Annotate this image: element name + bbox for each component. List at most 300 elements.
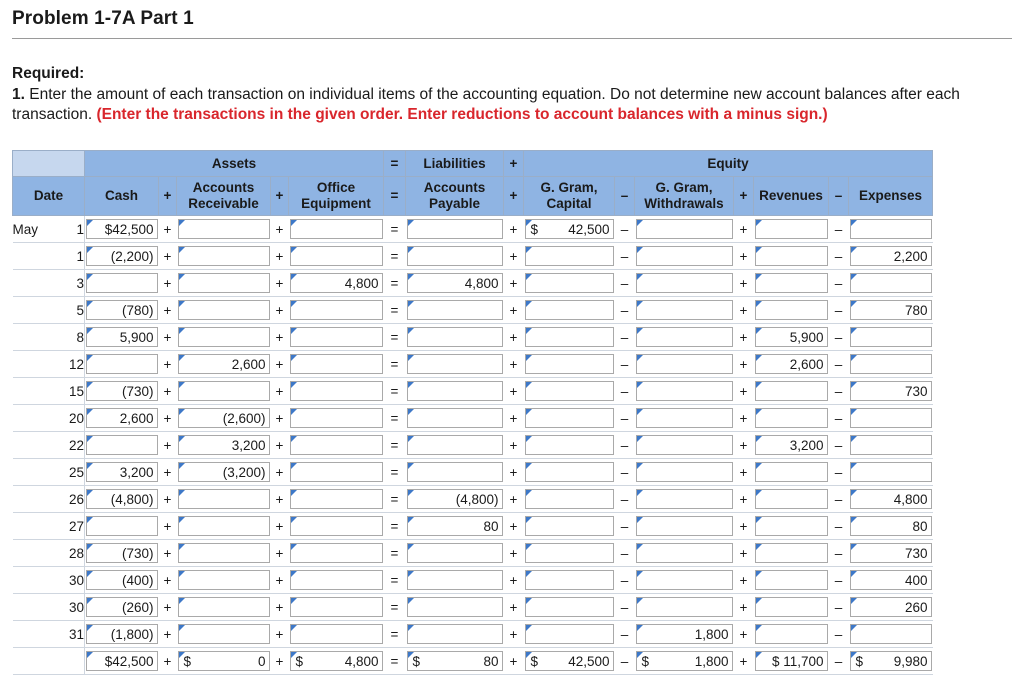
cash-input[interactable] [86, 489, 158, 509]
accounts-receivable-input[interactable] [178, 516, 270, 536]
plus-sign: + [734, 432, 754, 459]
month-label [13, 594, 51, 621]
plus-sign: + [504, 432, 524, 459]
accounts-payable-input[interactable] [407, 462, 503, 482]
input-value: 80 [483, 518, 499, 534]
input-marker-icon [291, 571, 297, 577]
withdrawals-input[interactable] [636, 462, 733, 482]
input-marker-icon [526, 328, 532, 334]
cash-input[interactable] [86, 246, 158, 266]
input-marker-icon [851, 382, 857, 388]
capital-cell [524, 297, 615, 324]
dollar-sign: $ [295, 653, 304, 669]
input-value: 3,200 [119, 464, 154, 480]
accounts-receivable-total-input[interactable] [178, 651, 270, 671]
input-marker-icon [179, 328, 185, 334]
capital-input[interactable] [525, 381, 614, 401]
input-marker-icon [637, 382, 643, 388]
expenses-input[interactable] [850, 354, 932, 374]
expenses-input[interactable] [850, 273, 932, 293]
office-equipment-cell [289, 243, 384, 270]
accounts-receivable-input[interactable] [178, 624, 270, 644]
accounts-receivable-input[interactable] [178, 462, 270, 482]
input-marker-icon [87, 544, 93, 550]
revenues-input[interactable] [755, 462, 828, 482]
office-equipment-cell [289, 432, 384, 459]
withdrawals-cell [635, 243, 734, 270]
withdrawals-input[interactable] [636, 300, 733, 320]
accounts-payable-input[interactable] [407, 516, 503, 536]
accounts-receivable-cell [177, 351, 271, 378]
cash-cell [85, 594, 159, 621]
accounts-receivable-input[interactable] [178, 543, 270, 563]
cash-input[interactable] [86, 516, 158, 536]
accounts-payable-header: Accounts Payable [406, 177, 504, 216]
expenses-input[interactable] [850, 219, 932, 239]
withdrawals-input[interactable] [636, 408, 733, 428]
accounts-payable-input[interactable] [407, 408, 503, 428]
plus-sign: + [504, 177, 524, 216]
minus-sign: – [615, 216, 635, 243]
revenues-input[interactable] [755, 597, 828, 617]
capital-input[interactable] [525, 327, 614, 347]
input-marker-icon [851, 625, 857, 631]
revenues-input[interactable] [755, 354, 828, 374]
day-label: 3 [51, 270, 85, 297]
office-equipment-cell [289, 351, 384, 378]
input-marker-icon [408, 544, 414, 550]
month-label [13, 324, 51, 351]
revenues-cell [754, 432, 829, 459]
accounts-payable-cell [406, 405, 504, 432]
office-equipment-cell [289, 270, 384, 297]
input-value: 2,600 [231, 356, 266, 372]
office-equipment-input[interactable] [290, 381, 383, 401]
input-marker-icon [87, 247, 93, 253]
accounts-payable-cell [406, 459, 504, 486]
expenses-cell [849, 297, 933, 324]
accounts-receivable-input[interactable] [178, 246, 270, 266]
plus-sign: + [734, 540, 754, 567]
plus-sign: + [504, 270, 524, 297]
accounts-receivable-input[interactable] [178, 219, 270, 239]
plus-sign: + [734, 594, 754, 621]
office-equipment-cell [289, 216, 384, 243]
table-row [13, 216, 933, 243]
accounts-payable-input[interactable] [407, 381, 503, 401]
capital-total-input[interactable] [525, 651, 614, 671]
expenses-header: Expenses [849, 177, 933, 216]
day-label: 25 [51, 459, 85, 486]
capital-input[interactable] [525, 354, 614, 374]
input-marker-icon [179, 409, 185, 415]
revenues-input[interactable] [755, 327, 828, 347]
accounts-payable-input[interactable] [407, 246, 503, 266]
office-equipment-input[interactable] [290, 516, 383, 536]
day-label: 30 [51, 594, 85, 621]
input-marker-icon [87, 328, 93, 334]
withdrawals-input[interactable] [636, 273, 733, 293]
office-equipment-cell [289, 594, 384, 621]
expenses-input[interactable] [850, 408, 932, 428]
input-marker-icon [526, 409, 532, 415]
day-label: 12 [51, 351, 85, 378]
input-marker-icon [526, 274, 532, 280]
withdrawals-input[interactable] [636, 354, 733, 374]
revenues-input[interactable] [755, 300, 828, 320]
input-marker-icon [179, 301, 185, 307]
plus-sign: + [504, 378, 524, 405]
office-equipment-input[interactable] [290, 462, 383, 482]
expenses-input[interactable] [850, 327, 932, 347]
plus-sign: + [159, 486, 177, 513]
cash-input[interactable] [86, 435, 158, 455]
accounts-payable-input[interactable] [407, 300, 503, 320]
capital-input[interactable] [525, 489, 614, 509]
plus-sign: + [159, 621, 177, 648]
office-equipment-input[interactable] [290, 327, 383, 347]
capital-input[interactable] [525, 462, 614, 482]
withdrawals-input[interactable] [636, 570, 733, 590]
input-value: 42,500 [568, 221, 610, 237]
accounts-payable-input[interactable] [407, 624, 503, 644]
revenues-input[interactable] [755, 273, 828, 293]
office-equipment-input[interactable] [290, 273, 383, 293]
header-blank [13, 151, 85, 177]
equals-sign: = [384, 621, 406, 648]
input-marker-icon [408, 274, 414, 280]
withdrawals-input[interactable] [636, 543, 733, 563]
revenues-input[interactable] [755, 543, 828, 563]
revenues-input[interactable] [755, 435, 828, 455]
capital-input[interactable] [525, 300, 614, 320]
capital-input[interactable] [525, 408, 614, 428]
day-label: 30 [51, 567, 85, 594]
table-row [13, 405, 933, 432]
cash-input[interactable] [86, 570, 158, 590]
accounts-receivable-cell [177, 540, 271, 567]
liabilities-header: Liabilities [406, 151, 504, 177]
withdrawals-input[interactable] [636, 435, 733, 455]
input-marker-icon [637, 598, 643, 604]
accounts-payable-cell [406, 270, 504, 297]
expenses-input[interactable] [850, 381, 932, 401]
cash-input[interactable] [86, 219, 158, 239]
plus-sign: + [159, 594, 177, 621]
capital-input[interactable] [525, 273, 614, 293]
input-marker-icon [179, 220, 185, 226]
accounts-receivable-input[interactable] [178, 597, 270, 617]
revenues-input[interactable] [755, 624, 828, 644]
input-marker-icon [291, 355, 297, 361]
cash-cell [85, 324, 159, 351]
office-equipment-input[interactable] [290, 570, 383, 590]
withdrawals-header: G. Gram, Withdrawals [635, 177, 734, 216]
accounts-receivable-input[interactable] [178, 273, 270, 293]
expenses-input[interactable] [850, 300, 932, 320]
revenues-input[interactable] [755, 408, 828, 428]
accounts-payable-cell [406, 432, 504, 459]
cash-total-input[interactable] [86, 651, 158, 671]
input-marker-icon [408, 355, 414, 361]
input-marker-icon [87, 652, 93, 658]
equals-sign: = [384, 243, 406, 270]
cash-input[interactable] [86, 381, 158, 401]
input-marker-icon [526, 544, 532, 550]
table-row [13, 459, 933, 486]
input-marker-icon [408, 220, 414, 226]
accounts-receivable-input[interactable] [178, 570, 270, 590]
input-marker-icon [87, 490, 93, 496]
input-marker-icon [526, 463, 532, 469]
withdrawals-input[interactable] [636, 597, 733, 617]
plus-sign: + [159, 378, 177, 405]
withdrawals-input[interactable] [636, 219, 733, 239]
expenses-input[interactable] [850, 597, 932, 617]
plus-sign: + [159, 351, 177, 378]
accounts-receivable-input[interactable] [178, 327, 270, 347]
revenues-input[interactable] [755, 219, 828, 239]
office-equipment-total-input[interactable] [290, 651, 383, 671]
office-equipment-input[interactable] [290, 624, 383, 644]
plus-sign: + [271, 216, 289, 243]
withdrawals-cell [635, 486, 734, 513]
input-marker-icon [526, 490, 532, 496]
accounts-receivable-input[interactable] [178, 435, 270, 455]
capital-cell [524, 621, 615, 648]
accounts-receivable-cell [177, 324, 271, 351]
accounts-receivable-cell [177, 297, 271, 324]
table-row [13, 243, 933, 270]
office-equipment-input[interactable] [290, 354, 383, 374]
input-value: 5,900 [119, 329, 154, 345]
expenses-input[interactable] [850, 516, 932, 536]
cash-input[interactable] [86, 624, 158, 644]
withdrawals-cell [635, 405, 734, 432]
cash-input[interactable] [86, 543, 158, 563]
input-marker-icon [851, 409, 857, 415]
day-label: 22 [51, 432, 85, 459]
withdrawals-cell [635, 432, 734, 459]
accounts-payable-input[interactable] [407, 543, 503, 563]
minus-sign: – [615, 432, 635, 459]
withdrawals-cell [635, 378, 734, 405]
input-marker-icon [637, 409, 643, 415]
accounts-receivable-input[interactable] [178, 354, 270, 374]
accounts-payable-input[interactable] [407, 570, 503, 590]
revenues-cell [754, 351, 829, 378]
minus-sign: – [829, 513, 849, 540]
accounts-receivable-cell [177, 243, 271, 270]
revenues-total-input[interactable] [755, 651, 828, 671]
table-row [13, 567, 933, 594]
input-marker-icon [179, 274, 185, 280]
plus-sign: + [159, 432, 177, 459]
input-marker-icon [637, 355, 643, 361]
office-equipment-input[interactable] [290, 597, 383, 617]
input-value: 9,980 [893, 653, 928, 669]
totals-blank [13, 648, 51, 675]
withdrawals-input[interactable] [636, 489, 733, 509]
input-marker-icon [408, 517, 414, 523]
input-marker-icon [179, 490, 185, 496]
expenses-input[interactable] [850, 624, 932, 644]
expenses-input[interactable] [850, 489, 932, 509]
group-header-row [13, 151, 933, 177]
accounts-receivable-input[interactable] [178, 489, 270, 509]
accounts-payable-input[interactable] [407, 219, 503, 239]
accounts-payable-input[interactable] [407, 354, 503, 374]
input-marker-icon [637, 625, 643, 631]
office-equipment-input[interactable] [290, 246, 383, 266]
revenues-input[interactable] [755, 570, 828, 590]
input-marker-icon [756, 301, 762, 307]
input-marker-icon [87, 436, 93, 442]
accounts-payable-input[interactable] [407, 273, 503, 293]
minus-sign: – [615, 324, 635, 351]
capital-input[interactable] [525, 219, 614, 239]
withdrawals-input[interactable] [636, 327, 733, 347]
cash-input[interactable] [86, 597, 158, 617]
input-marker-icon [756, 328, 762, 334]
revenues-input[interactable] [755, 381, 828, 401]
withdrawals-input[interactable] [636, 381, 733, 401]
input-marker-icon [179, 436, 185, 442]
expenses-input[interactable] [850, 543, 932, 563]
cash-input[interactable] [86, 462, 158, 482]
equals-sign: = [384, 513, 406, 540]
accounts-payable-input[interactable] [407, 435, 503, 455]
equals-sign: = [384, 324, 406, 351]
revenues-cell [754, 621, 829, 648]
cash-cell [85, 567, 159, 594]
office-equipment-total-cell [289, 648, 384, 675]
withdrawals-total-cell [635, 648, 734, 675]
equals-sign: = [384, 378, 406, 405]
capital-input[interactable] [525, 570, 614, 590]
input-marker-icon [408, 436, 414, 442]
expenses-total-input[interactable] [850, 651, 932, 671]
plus-sign: + [504, 486, 524, 513]
office-equipment-input[interactable] [290, 435, 383, 455]
accounts-receivable-cell [177, 405, 271, 432]
table-row [13, 270, 933, 297]
plus-sign: + [504, 216, 524, 243]
revenues-header: Revenues [754, 177, 829, 216]
office-equipment-input[interactable] [290, 489, 383, 509]
input-marker-icon [637, 220, 643, 226]
revenues-cell [754, 486, 829, 513]
month-label [13, 486, 51, 513]
withdrawals-cell [635, 594, 734, 621]
plus-sign: + [504, 459, 524, 486]
capital-input[interactable] [525, 543, 614, 563]
month-label [13, 513, 51, 540]
minus-sign: – [829, 216, 849, 243]
office-equipment-input[interactable] [290, 543, 383, 563]
input-marker-icon [408, 301, 414, 307]
capital-input[interactable] [525, 597, 614, 617]
input-marker-icon [87, 382, 93, 388]
accounts-receivable-cell [177, 270, 271, 297]
accounts-receivable-input[interactable] [178, 300, 270, 320]
input-value: (2,600) [222, 410, 266, 426]
input-marker-icon [408, 247, 414, 253]
input-value: 42,500 [568, 653, 610, 669]
input-value: 2,600 [119, 410, 154, 426]
cash-input[interactable] [86, 300, 158, 320]
accounts-payable-total-input[interactable] [407, 651, 503, 671]
withdrawals-cell [635, 567, 734, 594]
accounts-payable-input[interactable] [407, 327, 503, 347]
plus-sign: + [734, 243, 754, 270]
plus-sign: + [504, 540, 524, 567]
input-marker-icon [291, 517, 297, 523]
table-row [13, 594, 933, 621]
month-label [13, 432, 51, 459]
accounts-receivable-input[interactable] [178, 408, 270, 428]
capital-cell [524, 405, 615, 432]
revenues-input[interactable] [755, 516, 828, 536]
expenses-cell [849, 621, 933, 648]
input-value: 2,600 [789, 356, 824, 372]
input-value: 80 [912, 518, 928, 534]
expenses-input[interactable] [850, 435, 932, 455]
expenses-input[interactable] [850, 246, 932, 266]
accounts-receivable-input[interactable] [178, 381, 270, 401]
accounts-payable-cell [406, 243, 504, 270]
expenses-input[interactable] [850, 570, 932, 590]
plus-sign: + [159, 270, 177, 297]
withdrawals-input[interactable] [636, 516, 733, 536]
capital-input[interactable] [525, 435, 614, 455]
cash-input[interactable] [86, 354, 158, 374]
office-equipment-input[interactable] [290, 219, 383, 239]
accounts-payable-input[interactable] [407, 489, 503, 509]
withdrawals-cell [635, 513, 734, 540]
input-marker-icon [756, 544, 762, 550]
input-marker-icon [756, 463, 762, 469]
input-value: (3,200) [222, 464, 266, 480]
month-label [13, 621, 51, 648]
accounts-payable-input[interactable] [407, 597, 503, 617]
capital-input[interactable] [525, 624, 614, 644]
input-value: 4,800 [344, 653, 379, 669]
revenues-input[interactable] [755, 246, 828, 266]
cash-input[interactable] [86, 273, 158, 293]
capital-input[interactable] [525, 516, 614, 536]
expenses-input[interactable] [850, 462, 932, 482]
capital-input[interactable] [525, 246, 614, 266]
input-marker-icon [291, 274, 297, 280]
input-value: 4,800 [893, 491, 928, 507]
withdrawals-total-input[interactable] [636, 651, 733, 671]
revenues-input[interactable] [755, 489, 828, 509]
plus-sign: + [734, 324, 754, 351]
withdrawals-input[interactable] [636, 624, 733, 644]
withdrawals-input[interactable] [636, 246, 733, 266]
input-marker-icon [756, 517, 762, 523]
office-equipment-input[interactable] [290, 300, 383, 320]
plus-sign: + [734, 459, 754, 486]
cash-input[interactable] [86, 408, 158, 428]
office-equipment-input[interactable] [290, 408, 383, 428]
minus-sign: – [829, 486, 849, 513]
cash-input[interactable] [86, 327, 158, 347]
capital-cell [524, 243, 615, 270]
dollar-sign: $ [530, 653, 539, 669]
month-label [13, 378, 51, 405]
